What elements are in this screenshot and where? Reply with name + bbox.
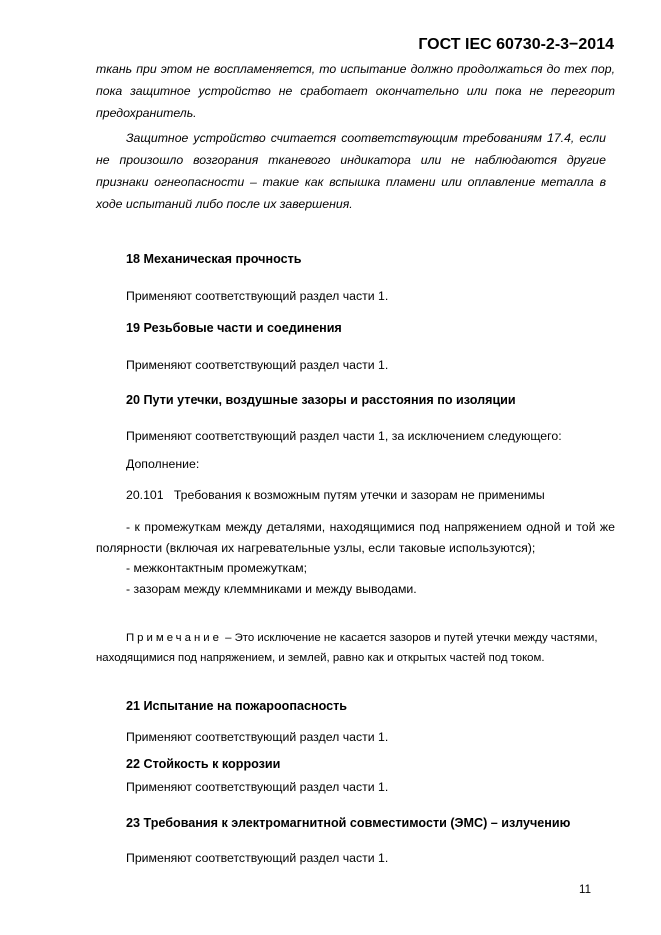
note-label: Примечание	[126, 632, 222, 644]
section-20-addition: Дополнение:	[126, 457, 200, 471]
section-20-note	[96, 628, 615, 668]
text-line: не произошло возгорания тканевого индикатора или не наблюдаются другие	[96, 153, 606, 167]
section-18-heading: 18 Механическая прочность	[126, 252, 302, 266]
note-line: находящимися под напряжением, и землей, равно как и открытых частей под током.	[96, 652, 545, 664]
section-22-text: Применяют соответствующий раздел части 1.	[126, 780, 389, 794]
section-21-text: Применяют соответствующий раздел части 1.	[126, 730, 389, 744]
section-20-list	[96, 517, 615, 599]
clause-20-101: 20.101 Требования к возможным путям утечки и зазорам не применимы	[126, 488, 545, 502]
section-21-heading: 21 Испытание на пожароопасность	[126, 699, 348, 713]
note-line	[96, 628, 615, 648]
text-line: признаки огнеопасности – такие как вспышка пламени или оплавление металла в	[96, 175, 606, 189]
text-line: Защитное устройство считается соответствующим требованиям 17.4, если	[126, 131, 606, 145]
list-item: - межконтактным промежуткам;	[126, 561, 308, 575]
page-number: 11	[579, 884, 591, 896]
list-item: - к промежуткам между деталями, находящимися под напряжением одной и той же	[126, 520, 615, 534]
section-19-text: Применяют соответствующий раздел части 1.	[126, 358, 389, 372]
note-text: – Это исключение не касается зазоров и путей утечки между частями,	[221, 632, 598, 644]
section-22-heading: 22 Стойкость к коррозии	[126, 757, 281, 771]
intro-paragraph-2	[96, 127, 606, 215]
section-19-heading: 19 Резьбовые части и соединения	[126, 321, 342, 335]
intro-paragraph-1	[96, 58, 615, 124]
section-20-text: Применяют соответствующий раздел части 1, за исключением следующего:	[126, 429, 562, 443]
section-18-text: Применяют соответствующий раздел части 1.	[126, 289, 389, 303]
text-line: ходе испытаний либо после их завершения.	[96, 197, 353, 211]
text-line: ткань при этом не воспламеняется, то испытание должно продолжаться до тех пор,	[96, 62, 615, 76]
text-line: пока защитное устройство не сработает окончательно или пока не перегорит	[96, 84, 615, 98]
section-20-heading: 20 Пути утечки, воздушные зазоры и расстояния по изоляции	[126, 393, 516, 407]
text-line: предохранитель.	[96, 106, 197, 120]
list-item-continuation: полярности (включая их нагревательные узлы, если таковые используются);	[96, 540, 536, 555]
section-23-text: Применяют соответствующий раздел части 1.	[126, 851, 389, 865]
document-header: ГОСТ IEC 60730-2-3−2014	[418, 36, 614, 53]
section-23-heading: 23 Требования к электромагнитной совместимости (ЭМС) – излучению	[126, 816, 571, 830]
list-item: - зазорам между клеммниками и между выводами.	[126, 581, 417, 596]
